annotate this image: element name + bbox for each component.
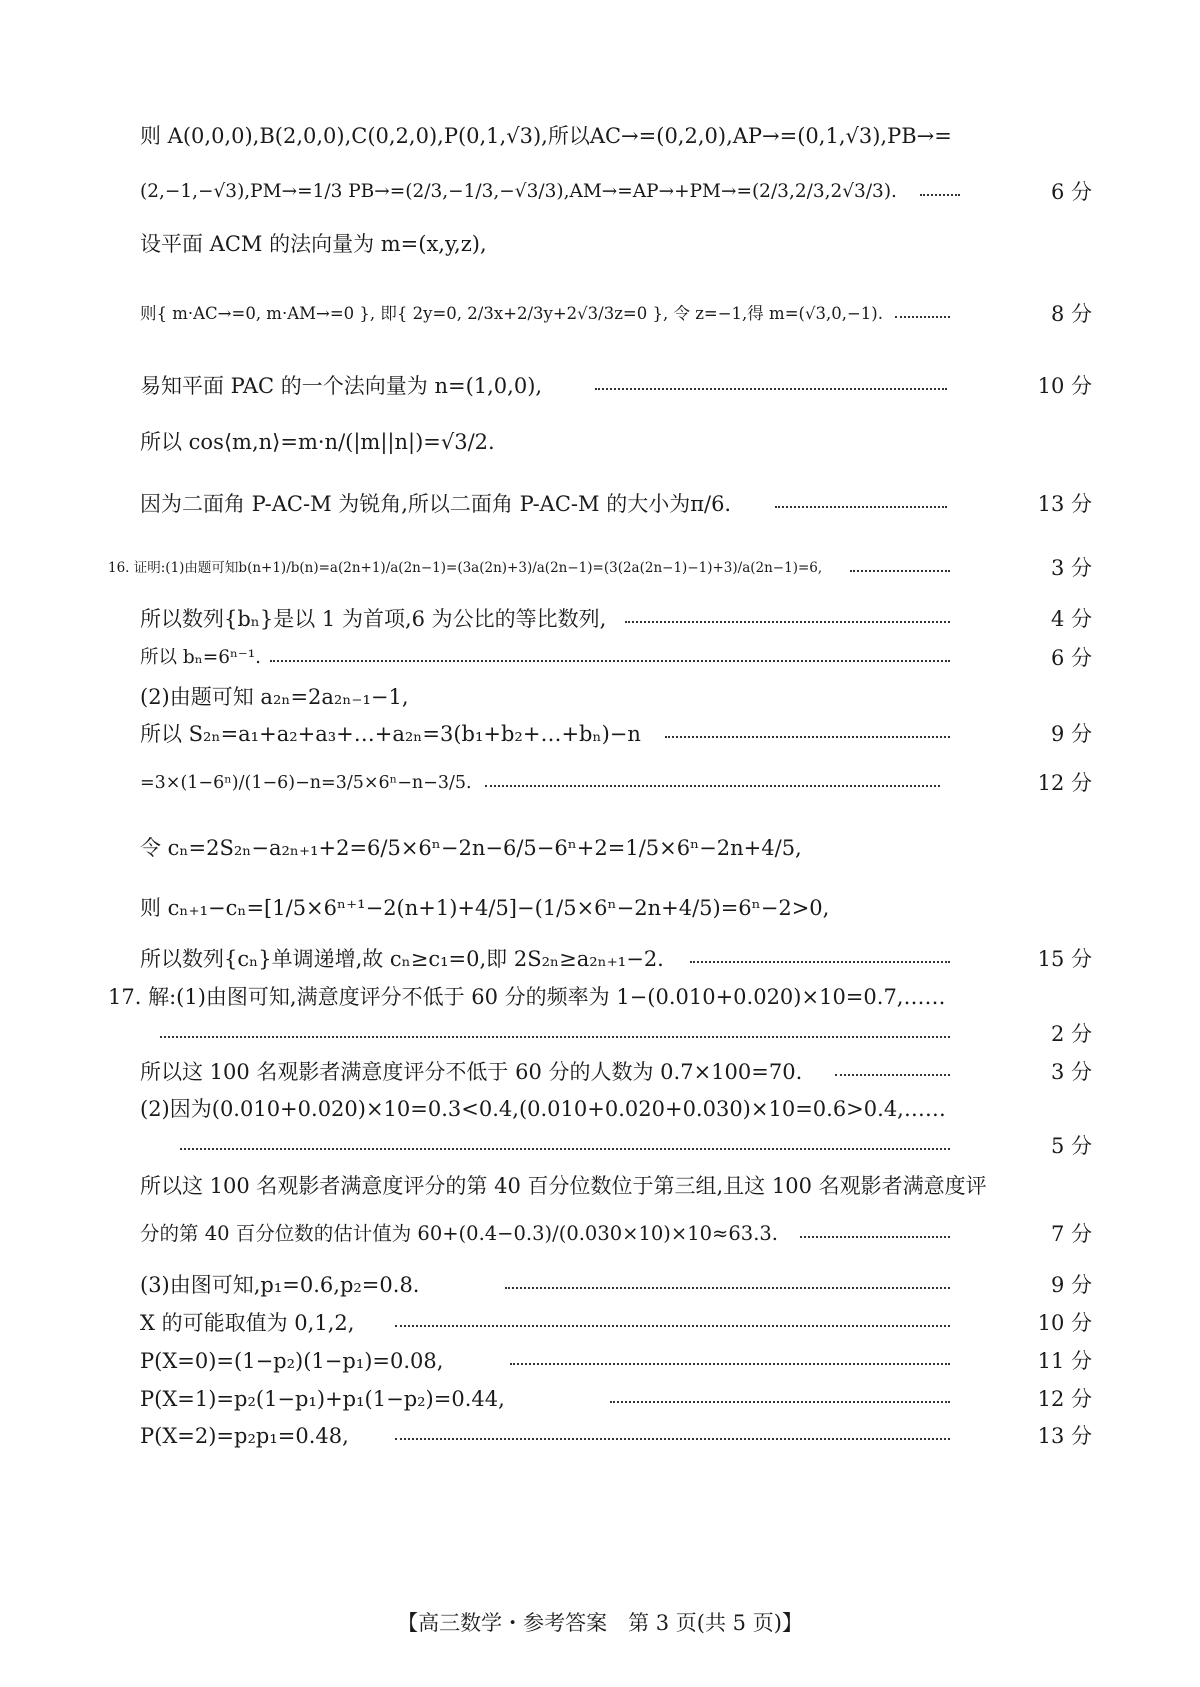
solution-line (0, 116, 1200, 156)
solution-line (0, 828, 1200, 868)
score-label: 2 分 (1050, 1022, 1092, 1046)
line-text: 所以这 100 名观影者满意度评分的第 40 百分位数位于第三组,且这 100 名观影者满意度评 (140, 1174, 987, 1198)
dot-leader (395, 1438, 950, 1440)
line-text: 所以这 100 名观影者满意度评分不低于 60 分的人数为 0.7×100=70. (140, 1060, 803, 1084)
line-text: 设平面 ACM 的法向量为 m=(x,y,z), (140, 232, 487, 256)
solution-line (0, 1014, 1200, 1054)
score-label: 13 分 (1037, 1424, 1092, 1448)
dot-leader (895, 316, 950, 318)
solution-line (0, 1126, 1200, 1166)
dot-leader (690, 961, 950, 963)
solution-line (0, 548, 1200, 588)
dot-leader (800, 1236, 950, 1238)
dot-leader (610, 1401, 950, 1403)
solution-line (0, 1341, 1200, 1381)
line-text: 因为二面角 P-AC-M 为锐角,所以二面角 P-AC-M 的大小为π/6. (140, 492, 732, 516)
line-text: P(X=1)=p₂(1−p₁)+p₁(1−p₂)=0.44, (140, 1387, 505, 1411)
dot-leader (850, 570, 950, 572)
line-text: 17. 解:(1)由图可知,满意度评分不低于 60 分的频率为 1−(0.010+0.020)×10=0.7,…… (108, 985, 946, 1009)
solution-line (0, 1214, 1200, 1254)
dot-leader (395, 1325, 950, 1327)
line-text: 所以 S₂ₙ=a₁+a₂+a₃+…+a₂ₙ=3(b₁+b₂+…+bₙ)−n (140, 722, 641, 746)
score-label: 12 分 (1037, 1387, 1092, 1411)
score-label: 10 分 (1037, 1311, 1092, 1335)
dot-leader (835, 1074, 950, 1076)
line-text: 则 A(0,0,0),B(2,0,0),C(0,2,0),P(0,1,√3),所以AC→=(0,2,0),AP→=(0,1,√3),PB→= (140, 124, 952, 148)
solution-line (0, 1052, 1200, 1092)
score-label: 9 分 (1050, 1273, 1092, 1297)
solution-line (0, 888, 1200, 928)
line-text: =3×(1−6ⁿ)/(1−6)−n=3/5×6ⁿ−n−3/5. (140, 773, 472, 793)
score-label: 4 分 (1050, 607, 1092, 631)
dot-leader (160, 1036, 950, 1038)
solution-line (0, 977, 1200, 1017)
solution-line (0, 638, 1200, 678)
solution-line (0, 714, 1200, 754)
solution-line (0, 224, 1200, 264)
score-label: 3 分 (1050, 1060, 1092, 1084)
solution-line (0, 1166, 1200, 1206)
line-text: P(X=2)=p₂p₁=0.48, (140, 1424, 349, 1448)
dot-leader (485, 785, 940, 787)
score-label: 6 分 (1050, 646, 1092, 670)
solution-line (0, 1379, 1200, 1419)
solution-line (0, 294, 1200, 334)
solution-line (0, 763, 1200, 803)
dot-leader (595, 388, 947, 390)
line-text: 分的第 40 百分位数的估计值为 60+(0.4−0.3)/(0.030×10)×10≈63.3. (140, 1222, 779, 1245)
line-text: 所以数列{cₙ}单调递增,故 cₙ≥c₁=0,即 2S₂ₙ≥a₂ₙ₊₁−2. (140, 947, 664, 971)
score-label: 12 分 (1037, 771, 1092, 795)
line-text: 所以 bₙ=6ⁿ⁻¹. (140, 647, 262, 668)
line-text: P(X=0)=(1−p₂)(1−p₁)=0.08, (140, 1349, 444, 1373)
dot-leader (270, 660, 950, 662)
score-label: 9 分 (1050, 722, 1092, 746)
score-label: 3 分 (1050, 556, 1092, 580)
dot-leader (505, 1287, 950, 1289)
dot-leader (775, 506, 947, 508)
score-label: 8 分 (1050, 302, 1092, 326)
score-label: 10 分 (1037, 374, 1092, 398)
solution-line (0, 939, 1200, 979)
line-text: (2)因为(0.010+0.020)×10=0.3<0.4,(0.010+0.020+0.030)×10=0.6>0.4,…… (140, 1097, 946, 1121)
line-text: 易知平面 PAC 的一个法向量为 n=(1,0,0), (140, 374, 543, 398)
solution-line (0, 172, 1200, 212)
score-label: 13 分 (1037, 492, 1092, 516)
score-label: 11 分 (1037, 1349, 1092, 1373)
score-label: 5 分 (1050, 1134, 1092, 1158)
solution-line (0, 599, 1200, 639)
solution-line (0, 484, 1200, 524)
line-text: 则 cₙ₊₁−cₙ=[1/5×6ⁿ⁺¹−2(n+1)+4/5]−(1/5×6ⁿ−2n+4/5)=6ⁿ−2>0, (140, 896, 830, 920)
line-text: (2,−1,−√3),PM→=1/3 PB→=(2/3,−1/3,−√3/3),AM→=AP→+PM→=(2/3,2/3,2√3/3). (140, 181, 897, 202)
score-label: 7 分 (1050, 1222, 1092, 1246)
solution-line (0, 1303, 1200, 1343)
score-label: 15 分 (1037, 947, 1092, 971)
page-footer: 【高三数学・参考答案 第 3 页(共 5 页)】 (397, 1611, 803, 1635)
dot-leader (625, 621, 950, 623)
dot-leader (180, 1148, 950, 1150)
line-text: 16. 证明:(1)由题可知b(n+1)/b(n)=a(2n+1)/a(2n−1)=(3a(2n)+3)/a(2n−1)=(3(2a(2n−1)−1)+3)/a(2n−1)=6, (108, 560, 823, 576)
line-text: 所以 cos⟨m,n⟩=m·n/(|m||n|)=√3/2. (140, 430, 495, 454)
solution-line (0, 677, 1200, 717)
dot-leader (510, 1363, 950, 1365)
solution-line (0, 1089, 1200, 1129)
line-text: 所以数列{bₙ}是以 1 为首项,6 为公比的等比数列, (140, 607, 607, 631)
dot-leader (665, 736, 950, 738)
score-label: 6 分 (1050, 180, 1092, 204)
solution-line (0, 1265, 1200, 1305)
line-text: (2)由题可知 a₂ₙ=2a₂ₙ₋₁−1, (140, 685, 409, 709)
line-text: X 的可能取值为 0,1,2, (140, 1311, 355, 1335)
solution-line (0, 1416, 1200, 1456)
solution-line (0, 422, 1200, 462)
line-text: 则{ m·AC→=0, m·AM→=0 }, 即{ 2y=0, 2/3x+2/3y+2√3/3z=0 }, 令 z=−1,得 m=(√3,0,−1). (140, 304, 883, 323)
dot-leader (920, 194, 960, 196)
solution-line (0, 366, 1200, 406)
line-text: 令 cₙ=2S₂ₙ−a₂ₙ₊₁+2=6/5×6ⁿ−2n−6/5−6ⁿ+2=1/5×6ⁿ−2n+4/5, (140, 836, 802, 860)
line-text: (3)由图可知,p₁=0.6,p₂=0.8. (140, 1273, 420, 1297)
